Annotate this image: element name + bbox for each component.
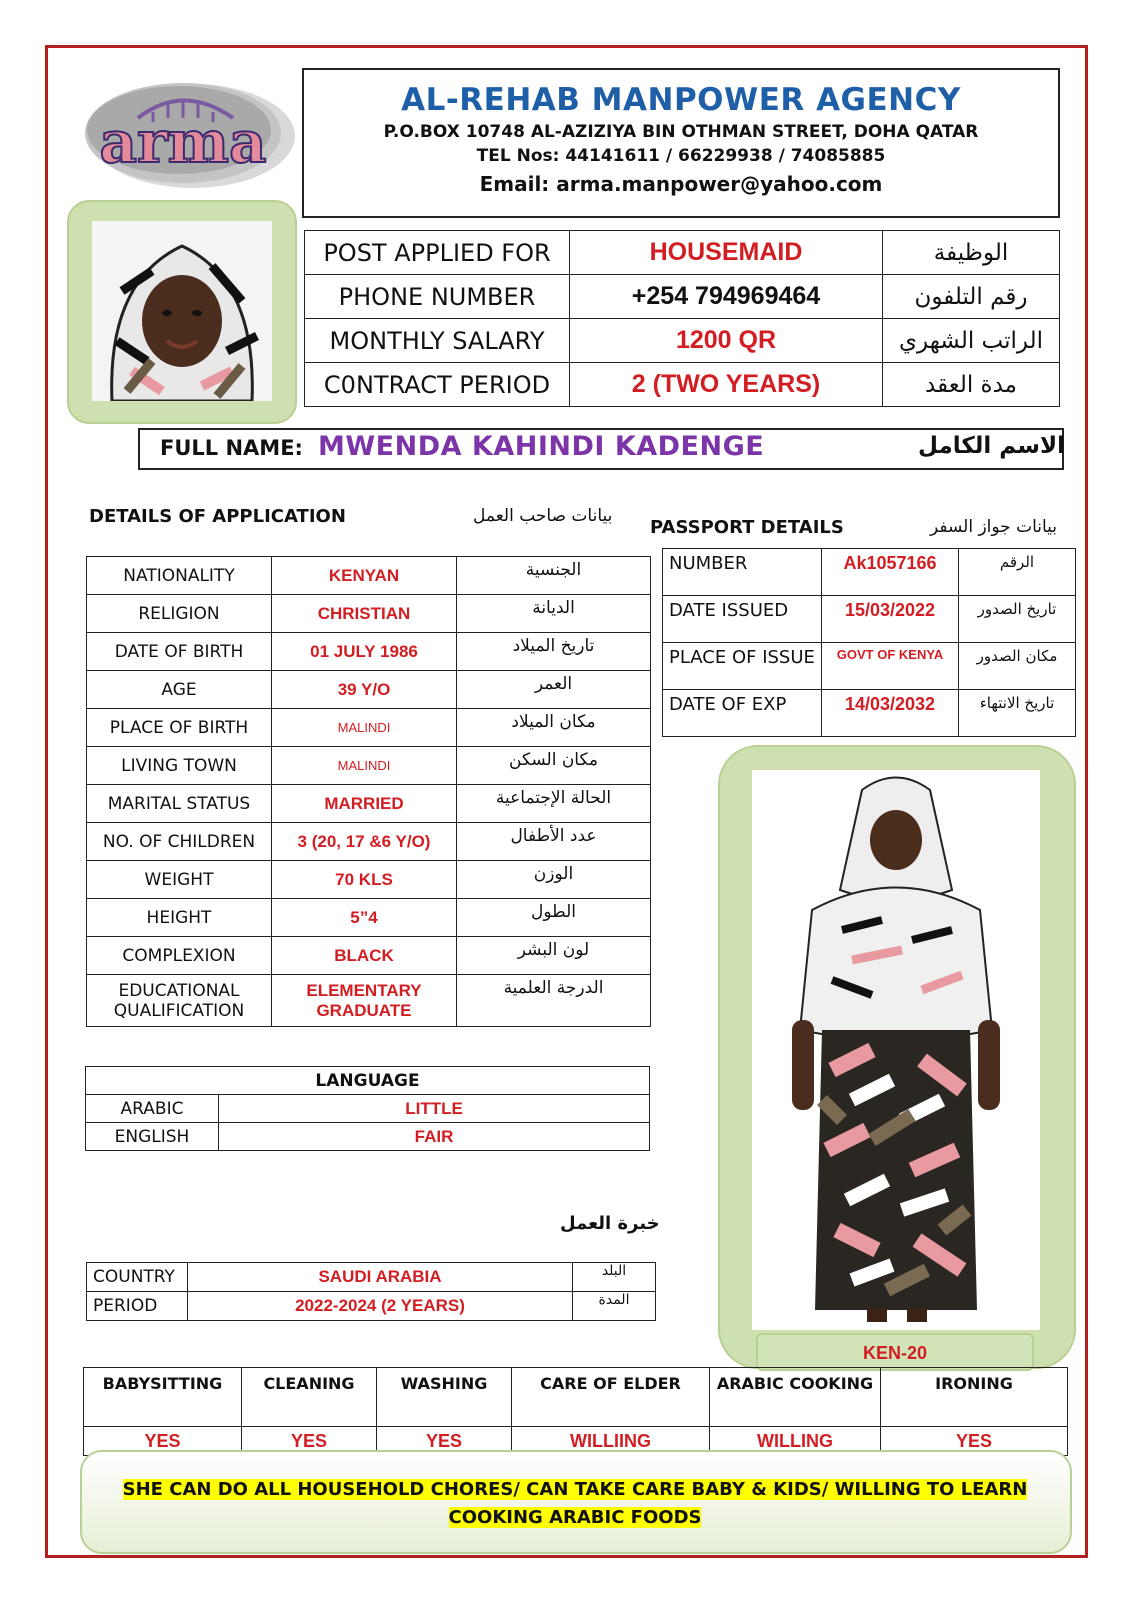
detail-value: 3 (20, 17 &6 Y/O) [272, 823, 457, 861]
contract-label: C0NTRACT PERIOD [305, 363, 570, 407]
passport-table [662, 548, 1076, 737]
passport-title-arabic: بيانات جواز السفر [930, 517, 1058, 537]
table-row [86, 1095, 650, 1123]
portrait-photo [92, 221, 272, 401]
table-row [305, 363, 1060, 407]
language-label: ENGLISH [86, 1123, 219, 1151]
skill-value: YES [377, 1427, 512, 1456]
work-value: SAUDI ARABIA [188, 1263, 573, 1292]
contract-arabic: مدة العقد [883, 363, 1060, 407]
skill-name: ARABIC COOKING [710, 1368, 881, 1427]
full-body-photo [752, 770, 1040, 1330]
salary-arabic: الراتب الشهري [883, 319, 1060, 363]
detail-label: AGE [87, 671, 272, 709]
work-experience-title: خبرة العمل [560, 1213, 660, 1234]
passport-arabic: تاريخ الانتهاء [959, 690, 1076, 737]
work-label: PERIOD [87, 1292, 188, 1321]
detail-label: WEIGHT [87, 861, 272, 899]
agency-name: AL-REHAB MANPOWER AGENCY [401, 82, 961, 118]
detail-arabic: الجنسية [457, 557, 651, 595]
detail-value: 39 Y/O [272, 671, 457, 709]
detail-label: NO. OF CHILDREN [87, 823, 272, 861]
passport-value: GOVT OF KENYA [822, 643, 959, 690]
work-experience-table [86, 1262, 656, 1321]
detail-arabic: الطول [457, 899, 651, 937]
passport-arabic: مكان الصدور [959, 643, 1076, 690]
salary-value: 1200 QR [570, 319, 883, 363]
skill-value: WILLING [710, 1427, 881, 1456]
table-row [87, 747, 651, 785]
detail-label: RELIGION [87, 595, 272, 633]
detail-value: MARRIED [272, 785, 457, 823]
table-row [86, 1123, 650, 1151]
table-row [86, 1067, 650, 1095]
table-row [87, 937, 651, 975]
skill-value: WILLIING [512, 1427, 710, 1456]
post-value: HOUSEMAID [570, 231, 883, 275]
work-arabic: البلد [573, 1263, 656, 1292]
detail-arabic: مكان الميلاد [457, 709, 651, 747]
table-row [84, 1368, 1068, 1427]
table-row [663, 643, 1076, 690]
detail-value: KENYAN [272, 557, 457, 595]
passport-arabic: الرقم [959, 549, 1076, 596]
table-row [663, 596, 1076, 643]
passport-label: NUMBER [663, 549, 822, 596]
phone-label: PHONE NUMBER [305, 275, 570, 319]
table-row [87, 785, 651, 823]
table-row [305, 319, 1060, 363]
phone-value: +254 794969464 [570, 275, 883, 319]
logo-text: arma [99, 108, 267, 176]
passport-value: Ak1057166 [822, 549, 959, 596]
full-name-label: FULL NAME: [160, 436, 303, 460]
skill-name: CLEANING [242, 1368, 377, 1427]
detail-label: LIVING TOWN [87, 747, 272, 785]
detail-value: 5”4 [272, 899, 457, 937]
detail-arabic: لون البشر [457, 937, 651, 975]
detail-arabic: الدرجة العلمية [457, 975, 651, 1027]
table-row [87, 595, 651, 633]
detail-arabic: الحالة الإجتماعية [457, 785, 651, 823]
detail-value: MALINDI [272, 747, 457, 785]
detail-value: 01 JULY 1986 [272, 633, 457, 671]
remarks-text: SHE CAN DO ALL HOUSEHOLD CHORES/ CAN TAKE CARE BABY & KIDS/ WILLING TO LEARN COOKING ARABIC FOODS [122, 1479, 1028, 1528]
detail-label: PLACE OF BIRTH [87, 709, 272, 747]
application-title: DETAILS OF APPLICATION [89, 506, 346, 527]
table-row [663, 549, 1076, 596]
detail-arabic: الديانة [457, 595, 651, 633]
agency-email: Email: arma.manpower@yahoo.com [479, 172, 883, 196]
detail-label: NATIONALITY [87, 557, 272, 595]
detail-arabic: العمر [457, 671, 651, 709]
passport-label: DATE ISSUED [663, 596, 822, 643]
passport-label: DATE OF EXP [663, 690, 822, 737]
skill-value: YES [84, 1427, 242, 1456]
work-label: COUNTRY [87, 1263, 188, 1292]
passport-title: PASSPORT DETAILS [650, 517, 844, 538]
work-value: 2022-2024 (2 YEARS) [188, 1292, 573, 1321]
reference-code: KEN-20 [756, 1333, 1034, 1371]
application-details-table [86, 556, 651, 1027]
detail-arabic: الوزن [457, 861, 651, 899]
skill-value: YES [242, 1427, 377, 1456]
full-name-value: MWENDA KAHINDI KADENGE [318, 431, 765, 462]
salary-label: MONTHLY SALARY [305, 319, 570, 363]
table-row [87, 823, 651, 861]
table-row [87, 633, 651, 671]
agency-logo [83, 78, 298, 198]
table-row [87, 557, 651, 595]
detail-label: COMPLEXION [87, 937, 272, 975]
application-title-arabic: بيانات صاحب العمل [473, 506, 613, 526]
table-row [87, 899, 651, 937]
work-arabic: المدة [573, 1292, 656, 1321]
table-row [305, 231, 1060, 275]
detail-value: ELEMENTARY GRADUATE [272, 975, 457, 1027]
detail-value: MALINDI [272, 709, 457, 747]
table-row [87, 671, 651, 709]
language-value: FAIR [219, 1123, 650, 1151]
skill-name: CARE OF ELDER [512, 1368, 710, 1427]
table-row [87, 1263, 656, 1292]
phone-arabic: رقم التلفون [883, 275, 1060, 319]
language-label: ARABIC [86, 1095, 219, 1123]
agency-header [302, 68, 1060, 218]
skill-value: YES [881, 1427, 1068, 1456]
detail-label: EDUCATIONAL QUALIFICATION [87, 975, 272, 1027]
skill-name: IRONING [881, 1368, 1068, 1427]
contract-value: 2 (TWO YEARS) [570, 363, 883, 407]
language-value: LITTLE [219, 1095, 650, 1123]
remarks-container [100, 1476, 1050, 1532]
passport-arabic: تاريخ الصدور [959, 596, 1076, 643]
detail-arabic: مكان السكن [457, 747, 651, 785]
table-row [305, 275, 1060, 319]
post-arabic: الوظيفة [883, 231, 1060, 275]
detail-arabic: تاريخ الميلاد [457, 633, 651, 671]
detail-label: HEIGHT [87, 899, 272, 937]
table-row [87, 709, 651, 747]
table-row [87, 1292, 656, 1321]
post-label: POST APPLIED FOR [305, 231, 570, 275]
language-title: LANGUAGE [86, 1067, 650, 1095]
detail-value: BLACK [272, 937, 457, 975]
passport-value: 15/03/2022 [822, 596, 959, 643]
skill-name: WASHING [377, 1368, 512, 1427]
detail-value: CHRISTIAN [272, 595, 457, 633]
agency-phone: TEL Nos: 44141611 / 66229938 / 74085885 [476, 146, 886, 166]
position-info-table [304, 230, 1060, 407]
table-row [663, 690, 1076, 737]
full-name-arabic: الاسم الكامل [918, 433, 1065, 459]
skills-table [83, 1367, 1068, 1456]
language-table [85, 1066, 650, 1151]
detail-value: 70 KLS [272, 861, 457, 899]
skill-name: BABYSITTING [84, 1368, 242, 1427]
detail-label: MARITAL STATUS [87, 785, 272, 823]
passport-value: 14/03/2032 [822, 690, 959, 737]
passport-label: PLACE OF ISSUE [663, 643, 822, 690]
agency-address: P.O.BOX 10748 AL-AZIZIYA BIN OTHMAN STREET, DOHA QATAR [383, 122, 979, 142]
detail-label: DATE OF BIRTH [87, 633, 272, 671]
table-row [87, 861, 651, 899]
detail-arabic: عدد الأطفال [457, 823, 651, 861]
table-row [87, 975, 651, 1027]
